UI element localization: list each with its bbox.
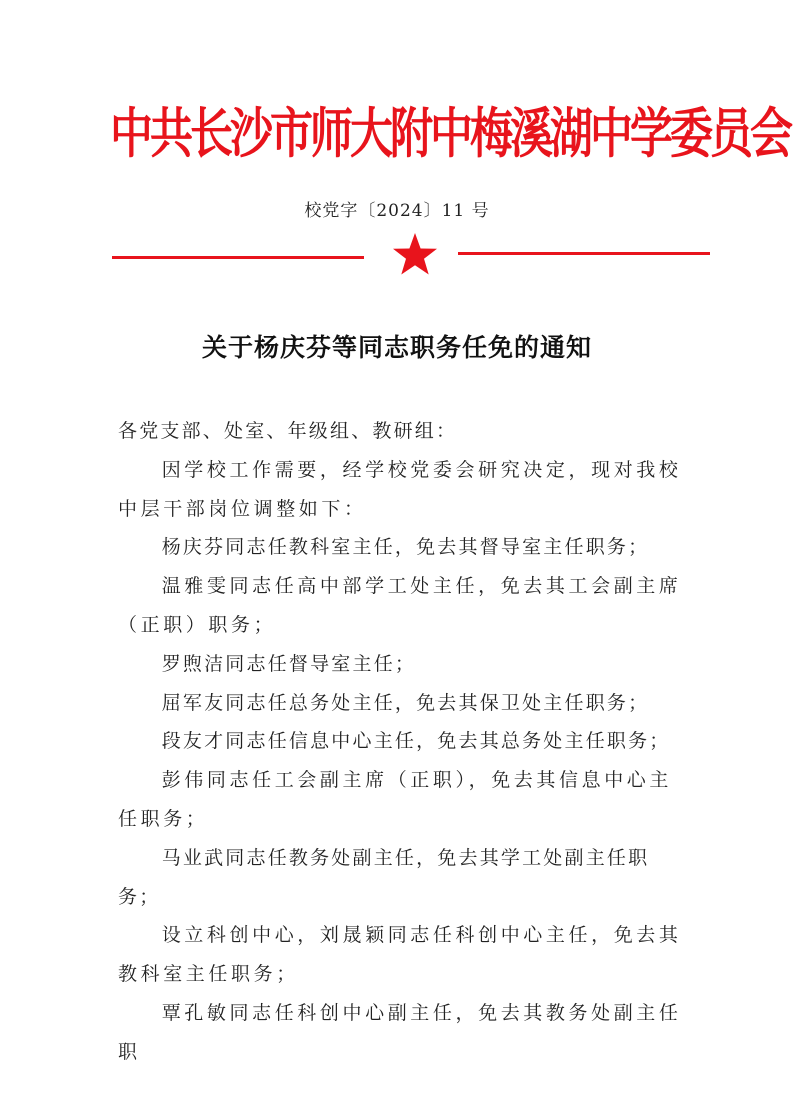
red-rule-right [458, 252, 710, 255]
red-star-icon [390, 232, 440, 276]
notice-body [118, 412, 688, 1072]
body-paragraph: 设立科创中心，刘晟颖同志任科创中心主任，免去其教科室主任职务； [118, 924, 682, 986]
body-paragraph: 覃孔敏同志任科创中心副主任，免去其教务处副主任职 [118, 1001, 682, 1063]
body-paragraph: 屈军友同志任总务处主任，免去其保卫处主任职务； [161, 691, 650, 714]
body-paragraph: 因学校工作需要，经学校党委会研究决定，现对我校中层干部岗位调整如下： [118, 458, 682, 520]
notice-title: 关于杨庆芬等同志职务任免的通知 [201, 333, 592, 362]
body-paragraph: 罗煦洁同志任督导室主任； [161, 652, 417, 675]
body-paragraph: 马业武同志任教务处副主任，免去其学工处副主任职务； [118, 846, 650, 908]
body-paragraph: 温雅雯同志任高中部学工处主任，免去其工会副主席（正职）职务； [118, 575, 682, 636]
red-rule-left [112, 256, 364, 259]
body-paragraph: 段友才同志任信息中心主任，免去其总务处主任职务； [161, 730, 671, 753]
body-paragraph: 彭伟同志任工会副主席（正职），免去其信息中心主任职务； [118, 769, 672, 830]
body-paragraph: 杨庆芬同志任教科室主任，免去其督导室主任职务； [161, 536, 650, 559]
document-number: 校党字〔2024〕11 号 [304, 201, 490, 221]
star-shape [393, 233, 437, 275]
salutation: 各党支部、处室、年级组、教研组： [118, 420, 458, 442]
org-title: 中共长沙市师大附中梅溪湖中学委员会 [110, 103, 790, 166]
